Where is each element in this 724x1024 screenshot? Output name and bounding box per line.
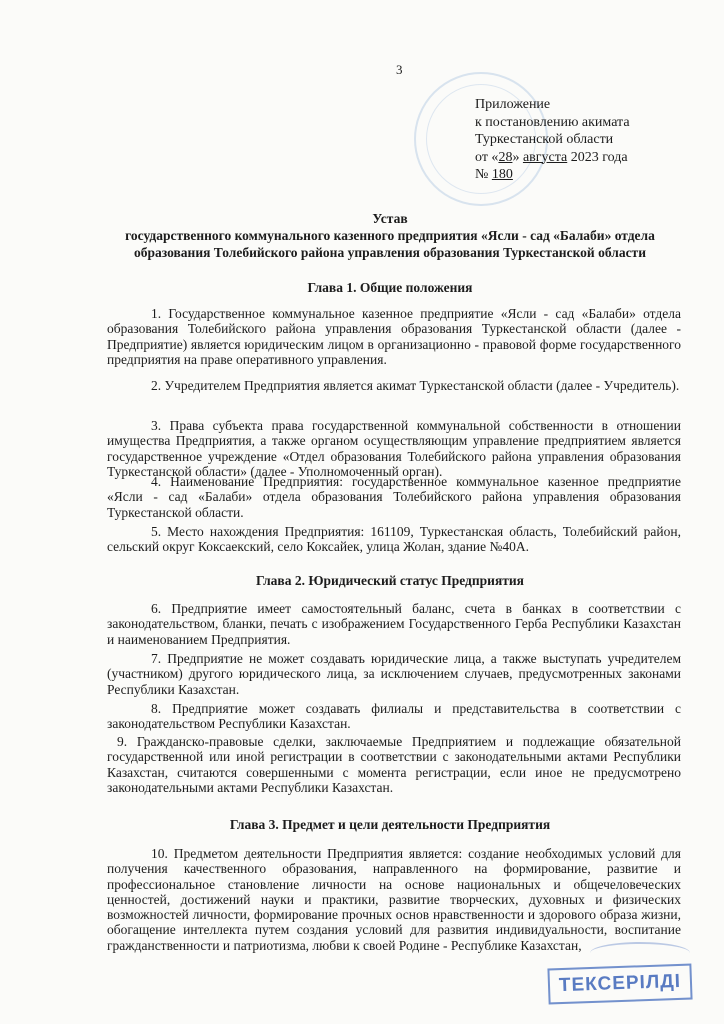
title-heading: Устав: [372, 211, 408, 226]
paragraph: 3. Права субъекта права государственной коммунальной собственности в отношении имущества Предприятия, а также органом осуществляющим управление предприятием является государственное учреждение «Отдел образования Толебийского района управления образования Туркестанской области» (далее - Уполномоченный орган).: [107, 418, 681, 479]
paragraph: 10. Предметом деятельности Предприятия является: создание необходимых условий для получения качественного образования, направленного на формирование, развитие и профессиональное становление личности на основе национальных и общечеловеческих ценностей, достижений науки и практики, развитие творческих, духовных и физических возможностей личности, формирование прочных основ нравственности и здорового образа жизни, обогащение интеллекта путем создания условий для развития индивидуальности, воспитание гражданственности и патриотизма, любви к своей Родине - Республике Казахстан,: [107, 846, 681, 953]
paragraph: 8. Предприятие может создавать филиалы и представительства в соответствии с законодательством Республики Казахстан.: [107, 701, 681, 732]
paragraph: 1. Государственное коммунальное казенное предприятие «Ясли - сад «Балаби» отдела образования Толебийского района управления образования Туркестанской области (далее - Предприятие) является юридическим лицом в организационно - правовой форме государственного предприятия на праве оперативного управления.: [107, 306, 681, 367]
chapter-heading: Глава 3. Предмет и цели деятельности Предприятия: [229, 817, 551, 832]
verified-stamp: ТЕКСЕРІЛДІ: [547, 963, 692, 1004]
stamp-arc: [590, 942, 690, 964]
chapter-heading: Глава 1. Общие положения: [307, 280, 473, 295]
annex-date: от «28» августа 2023 года: [475, 149, 628, 165]
paragraph: 2. Учредителем Предприятия является акимат Туркестанской области (далее - Учредитель).: [151, 378, 680, 393]
document-title: [100, 210, 680, 261]
paragraph: 6. Предприятие имеет самостоятельный баланс, счета в банках в соответствии с законодательством, бланки, печать с изображением Государственного Герба Республики Казахстан и наименованием Предприятия.: [107, 601, 681, 647]
annex-line: Приложение: [475, 97, 551, 112]
paragraph: 7. Предприятие не может создавать юридические лица, а также выступать учредителем (участником) другого юридического лица, за исключением случаев, предусмотренных законами Республики Казахстан.: [107, 651, 681, 697]
page-number: 3: [396, 62, 403, 77]
paragraph: 5. Место нахождения Предприятия: 161109, Туркестанская область, Толебийский район, сельский округ Коксаекский, село Коксайек, улица Жолан, здание №40А.: [107, 524, 681, 555]
paragraph: 4. Наименование Предприятия: государственное коммунальное казенное предприятие «Ясли - сад «Балаби» отдела образования Толебийского района управления образования Туркестанской области.: [107, 474, 681, 520]
annex-line: Туркестанской области: [475, 132, 614, 147]
title-subheading: государственного коммунального казенного предприятия «Ясли - сад «Балаби» отдела образования Толебийского района управления образования Туркестанской области: [125, 228, 655, 260]
chapter-heading: Глава 2. Юридический статус Предприятия: [256, 573, 524, 588]
annex-block: [475, 96, 630, 184]
annex-line: к постановлению акимата: [475, 114, 630, 130]
paragraph: 9. Гражданско-правовые сделки, заключаемые Предприятием и подлежащие обязательной государственной или иной регистрации в соответствии с законодательными актами Республики Казахстан, считаются совершенными с момента регистрации, если иное не предусмотрено законодательными актами Республики Казахстан.: [107, 734, 681, 795]
annex-number: № 180: [475, 167, 513, 182]
